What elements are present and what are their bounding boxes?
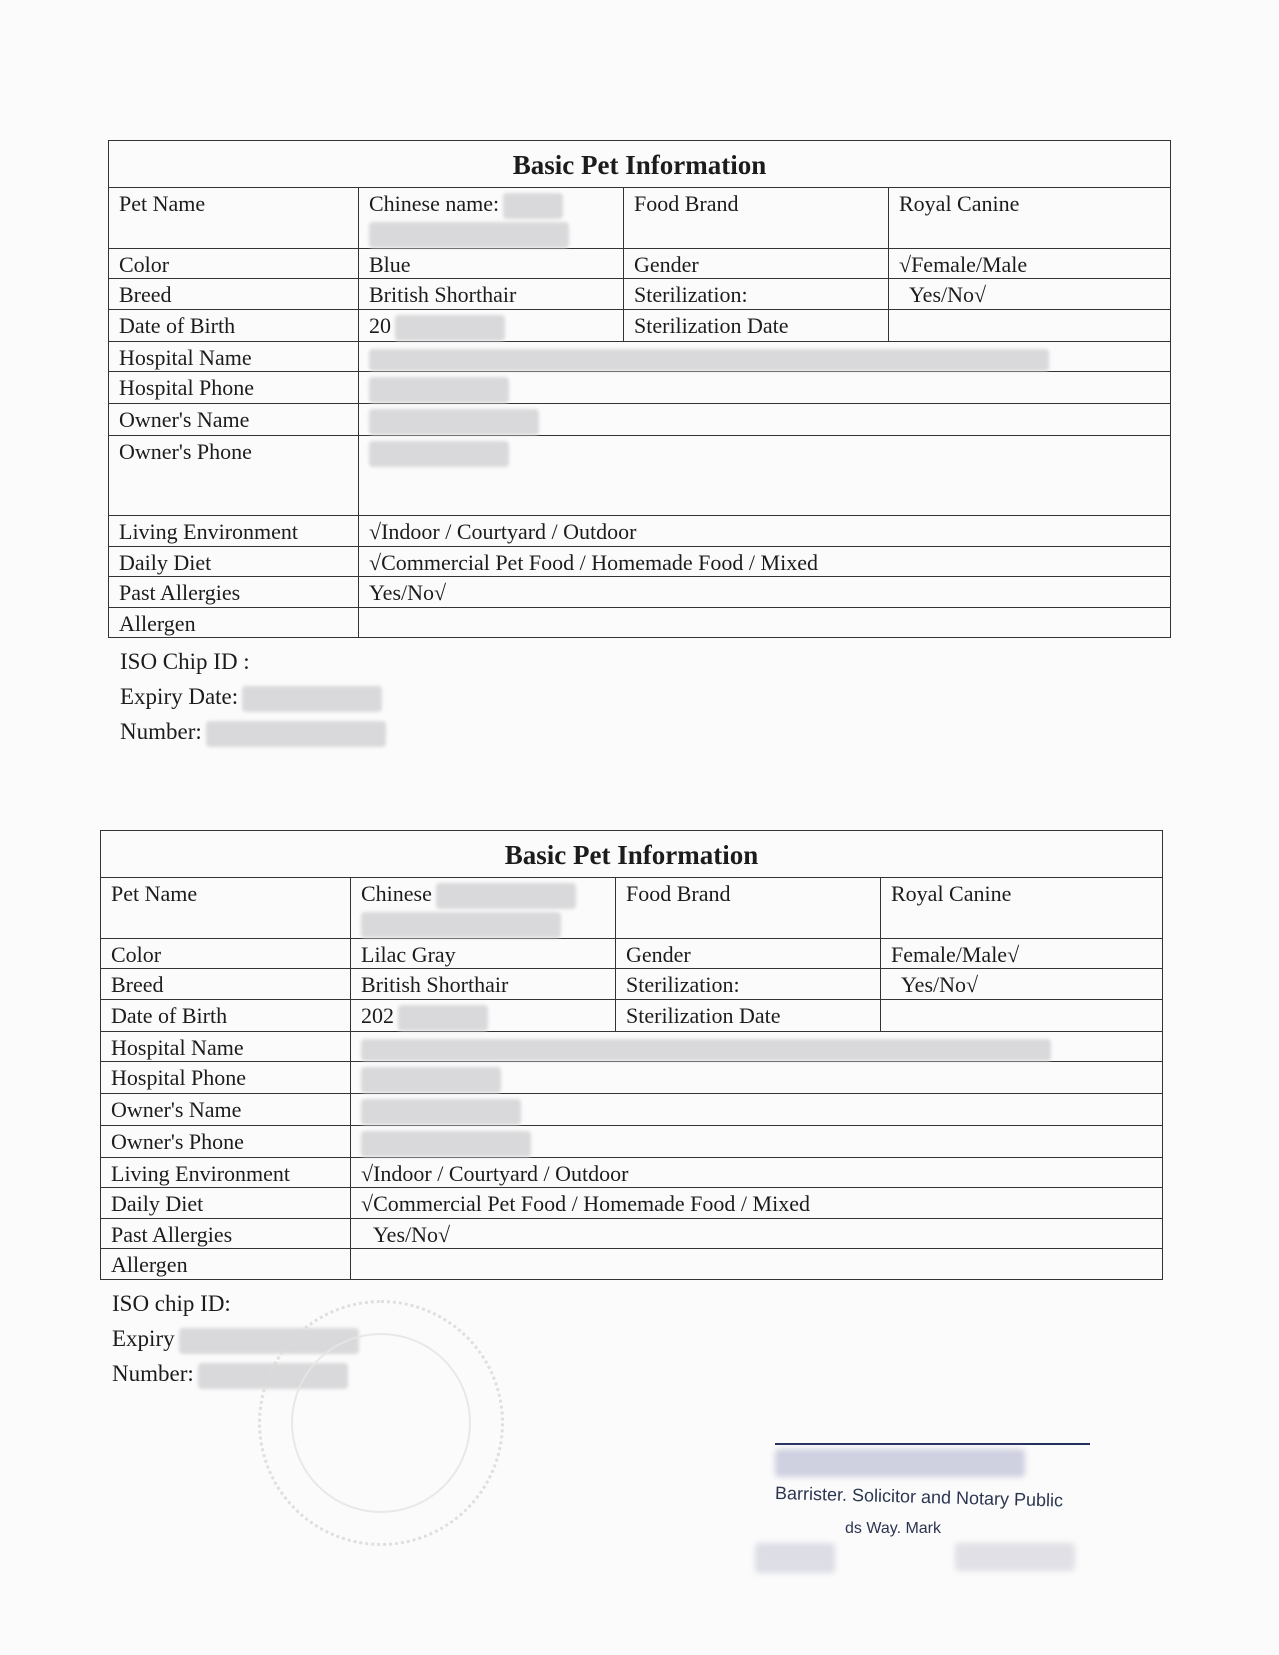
owner-phone-label: Owner's Phone: [101, 1126, 351, 1158]
chip-id-line: ISO Chip ID :: [120, 649, 250, 675]
hospital-name-value: [359, 341, 1171, 372]
color-label: Color: [109, 248, 359, 279]
breed-value: British Shorthair: [359, 279, 624, 310]
allergen-label: Allergen: [101, 1249, 351, 1280]
living-label: Living Environment: [101, 1157, 351, 1188]
dob-label: Date of Birth: [101, 999, 351, 1031]
breed-label: Breed: [101, 969, 351, 1000]
hospital-phone-value: [351, 1062, 1163, 1094]
redacted-address: [755, 1543, 835, 1573]
hospital-phone-label: Hospital Phone: [109, 372, 359, 404]
notary-address: ds Way. Mark: [845, 1520, 942, 1537]
pet-name-label: Pet Name: [101, 877, 351, 938]
allergen-value: [351, 1249, 1163, 1280]
owner-phone-value: [359, 436, 1171, 516]
dob-value: 202: [351, 999, 616, 1031]
dob-label: Date of Birth: [109, 309, 359, 341]
gender-value: Female/Male√: [881, 938, 1163, 969]
pet-name-value: Chinese name:: [359, 187, 624, 248]
food-brand-label: Food Brand: [624, 187, 889, 248]
food-brand-value: Royal Canine: [881, 877, 1163, 938]
pet-info-form-2: [100, 830, 1163, 1391]
allergies-label: Past Allergies: [109, 577, 359, 608]
allergies-value: Yes/No√: [359, 577, 1171, 608]
gender-label: Gender: [616, 938, 881, 969]
sterilization-value: Yes/No√: [889, 279, 1171, 310]
allergen-label: Allergen: [109, 607, 359, 638]
owner-name-value: [351, 1094, 1163, 1126]
redacted-address-2: [955, 1543, 1075, 1571]
redacted-signature-name: [775, 1449, 1025, 1477]
chip-info: [108, 644, 1171, 749]
expiry-line: Expiry: [112, 1321, 1163, 1356]
owner-phone-label: Owner's Phone: [109, 436, 359, 516]
hospital-name-value: [351, 1031, 1163, 1062]
hospital-phone-value: [359, 372, 1171, 404]
expiry-line: Expiry Date:: [120, 679, 1171, 714]
sterilization-label: Sterilization:: [616, 969, 881, 1000]
chip-id-line: ISO chip ID:: [112, 1290, 231, 1316]
allergen-value: [359, 607, 1171, 638]
pet-info-form-1: [108, 140, 1171, 749]
color-label: Color: [101, 938, 351, 969]
pet-name-label: Pet Name: [109, 187, 359, 248]
diet-value: √Commercial Pet Food / Homemade Food / Mixed: [359, 546, 1171, 577]
color-value: Blue: [359, 248, 624, 279]
dob-value: 20: [359, 309, 624, 341]
food-brand-value: Royal Canine: [889, 187, 1171, 248]
allergies-label: Past Allergies: [101, 1218, 351, 1249]
number-line: Number:: [120, 714, 1171, 749]
breed-label: Breed: [109, 279, 359, 310]
diet-label: Daily Diet: [109, 546, 359, 577]
breed-value: British Shorthair: [351, 969, 616, 1000]
owner-name-label: Owner's Name: [109, 404, 359, 436]
form-title: Basic Pet Information: [101, 831, 1163, 878]
sterilization-date-label: Sterilization Date: [616, 999, 881, 1031]
signature-block: [775, 1443, 1105, 1538]
sterilization-date-value: [889, 309, 1171, 341]
color-value: Lilac Gray: [351, 938, 616, 969]
sterilization-label: Sterilization:: [624, 279, 889, 310]
pet-info-table: [100, 830, 1163, 1280]
owner-name-value: [359, 404, 1171, 436]
pet-info-table: [108, 140, 1171, 638]
sterilization-date-label: Sterilization Date: [624, 309, 889, 341]
gender-label: Gender: [624, 248, 889, 279]
food-brand-label: Food Brand: [616, 877, 881, 938]
sterilization-value: Yes/No√: [881, 969, 1163, 1000]
hospital-name-label: Hospital Name: [109, 341, 359, 372]
owner-name-label: Owner's Name: [101, 1094, 351, 1126]
notary-title: Barrister. Solicitor and Notary Public: [774, 1483, 1064, 1511]
hospital-name-label: Hospital Name: [101, 1031, 351, 1062]
owner-phone-value: [351, 1126, 1163, 1158]
chip-info: [100, 1286, 1163, 1391]
living-value: √Indoor / Courtyard / Outdoor: [359, 516, 1171, 547]
allergies-value: Yes/No√: [351, 1218, 1163, 1249]
hospital-phone-label: Hospital Phone: [101, 1062, 351, 1094]
gender-value: √Female/Male: [889, 248, 1171, 279]
diet-value: √Commercial Pet Food / Homemade Food / Mixed: [351, 1188, 1163, 1219]
pet-name-value: Chinese: [351, 877, 616, 938]
notary-seal: [258, 1300, 504, 1546]
form-title: Basic Pet Information: [109, 141, 1171, 188]
living-value: √Indoor / Courtyard / Outdoor: [351, 1157, 1163, 1188]
number-line: Number:: [112, 1356, 1163, 1391]
sterilization-date-value: [881, 999, 1163, 1031]
signature-line: [775, 1443, 1090, 1445]
diet-label: Daily Diet: [101, 1188, 351, 1219]
living-label: Living Environment: [109, 516, 359, 547]
